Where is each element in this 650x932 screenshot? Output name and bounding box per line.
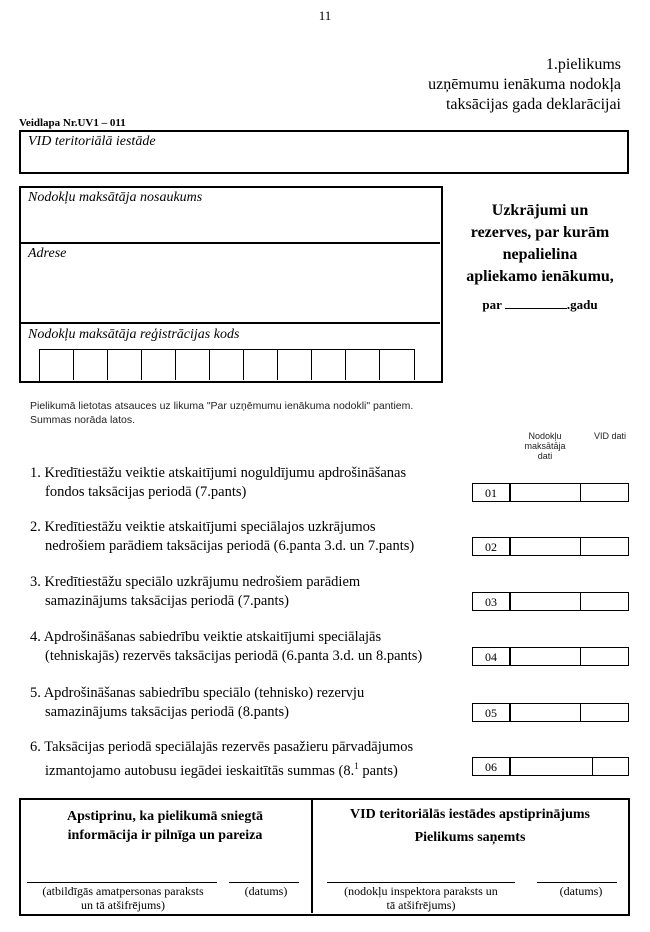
vid-value-cell[interactable] [580,592,629,611]
item-text-line-2: (tehniskajās) rezervēs taksācijas periodā (6.panta 3.d. un 8.pants) [45,648,423,664]
taxpayer-value-cell[interactable] [510,757,593,776]
reg-code-label: Nodokļu maksātāja reģistrācijas kods [28,327,240,342]
row-code: 01 [472,483,510,502]
taxpayer-name-field[interactable] [21,188,440,244]
taxpayer-value-cell[interactable] [510,483,581,502]
item-row [30,738,460,781]
address-field[interactable] [21,244,440,324]
confirm-right-sign-1: (nodokļu inspektora paraksts un [344,884,498,898]
date-line[interactable] [229,882,299,883]
period-suffix: .gadu [566,297,598,312]
taxpayer-info-box [19,186,443,383]
confirm-left-sign-2: un tā atšifrējums) [81,898,165,912]
vid-office-label: VID teritoriālā iestāde [28,134,156,149]
item-text-line-1: 6. Taksācijas periodā speciālajās rezervēs pasažieru pārvadājumos [30,739,414,755]
item-text-line-1: 1. Kredītiestāžu veiktie atskaitījumi noguldījumu apdrošināšanas [30,465,407,481]
item-text-line-2b: pants) [358,762,398,779]
page-number: 11 [318,8,332,23]
confirm-left-title-1: Apstiprinu, ka pielikumā sniegtā [66,809,264,824]
item-row [30,518,460,556]
form-title-line-2: rezerves, par kurām [470,224,610,241]
confirm-right-sign-2: tā atšifrējums) [386,898,456,912]
row-code: 06 [472,757,510,776]
item-text-line-2: nedrošiem parādiem taksācijas periodā (6.panta 3.d. un 7.pants) [45,538,415,554]
item-superscript: 1 [354,761,359,771]
date-line[interactable] [537,882,617,883]
item-text-line-2 [30,757,460,781]
note-line-2: Summas norāda latos. [30,414,136,426]
row-code: 04 [472,647,510,666]
annex-line-3: taksācijas gada deklarācijai [445,96,621,113]
form-title-line-1: Uzkrājumi un [491,202,589,219]
confirm-left-sign-1: (atbildīgās amatpersonas paraksts [42,884,204,898]
confirm-left-sign-caption [23,884,223,912]
vid-value-cell[interactable] [580,647,629,666]
item-row [30,464,460,502]
annex-heading [428,55,621,115]
signature-line[interactable] [327,882,515,883]
form-number: Veidlapa Nr.UV1 – 011 [19,117,126,129]
taxpayer-value-cell[interactable] [510,537,581,556]
reg-code-cell[interactable] [108,350,142,380]
vid-office-field[interactable] [19,130,629,174]
vid-value-cell[interactable] [580,483,629,502]
confirmation-box [19,798,630,916]
reg-code-cell[interactable] [142,350,176,380]
row-code: 05 [472,703,510,722]
item-text-line-2: fondos taksācijas periodā (7.pants) [45,484,247,500]
column-header-taxpayer-2: maksātāja [524,441,566,451]
item-row [30,573,460,611]
item-text-line-1: 3. Kredītiestāžu speciālo uzkrājumu nedrošiem parādiem [30,574,361,590]
taxpayer-value-cell[interactable] [510,703,581,722]
confirm-right-title-1: VID teritoriālās iestādes apstiprinājums [350,807,590,822]
reg-code-field[interactable] [21,325,440,380]
period-prefix: par [482,297,502,312]
reg-code-cell[interactable] [74,350,108,380]
reg-code-cell[interactable] [278,350,312,380]
confirm-right-sign-caption [321,884,521,912]
item-text-line-1: 4. Apdrošināšanas sabiedrību veiktie atskaitījumi speciālajās [30,629,382,645]
reg-code-cell[interactable] [210,350,244,380]
item-text-line-1: 2. Kredītiestāžu veiktie atskaitījumi speciālajos uzkrājumos [30,519,376,535]
annex-line-2: uzņēmumu ienākuma nodokļa [428,76,621,93]
confirm-left-date: (datums) [244,884,288,898]
confirm-left-title [31,807,299,845]
confirm-left-title-2: informācija ir pilnīga un pareiza [67,828,263,843]
confirmation-divider [311,800,313,913]
taxpayer-value-cell[interactable] [510,647,581,666]
row-code: 03 [472,592,510,611]
item-row [30,684,460,722]
address-label: Adrese [28,246,67,261]
confirm-right-title [317,805,623,851]
form-title [445,200,635,288]
signature-line[interactable] [27,882,217,883]
reg-code-cell[interactable] [312,350,346,380]
annex-line-1: 1.pielikums [545,56,621,73]
reg-code-cell[interactable] [380,350,415,380]
vid-value-cell[interactable] [580,703,629,722]
year-blank[interactable] [505,296,567,309]
reg-code-cell[interactable] [176,350,210,380]
period-line [445,296,635,313]
taxpayer-name-label: Nodokļu maksātāja nosaukums [28,190,203,205]
reg-code-cell[interactable] [40,350,74,380]
note-line-1: Pielikumā lietotas atsauces uz likuma "Par uzņēmumu ienākuma nodokli" pantiem. [30,400,414,412]
item-text-line-1: 5. Apdrošināšanas sabiedrību speciālo (tehnisko) rezervju [30,685,365,701]
item-row [30,628,460,666]
column-header-taxpayer [515,431,575,461]
column-header-taxpayer-3: dati [537,451,553,461]
item-text-line-2: samazinājums taksācijas periodā (7.pants) [45,593,290,609]
confirm-right-title-2: Pielikums saņemts [414,830,526,845]
note [30,399,413,427]
item-text-line-2a: izmantojamo autobusu iegādei ieskaitītās summas (8. [45,762,355,779]
column-header-taxpayer-1: Nodokļu [528,431,562,441]
reg-code-cell[interactable] [244,350,278,380]
confirm-right-date: (datums) [559,884,603,898]
form-title-line-3: nepalielina [502,246,578,263]
vid-value-cell[interactable] [580,537,629,556]
row-code: 02 [472,537,510,556]
vid-value-cell[interactable] [592,757,629,776]
item-text-line-2: samazinājums taksācijas periodā (8.pants) [45,704,290,720]
form-title-line-4: apliekamo ienākumu, [466,268,614,285]
column-header-vid: VID dati [593,431,626,441]
reg-code-cell[interactable] [346,350,380,380]
reg-code-cells [39,349,415,381]
taxpayer-value-cell[interactable] [510,592,581,611]
